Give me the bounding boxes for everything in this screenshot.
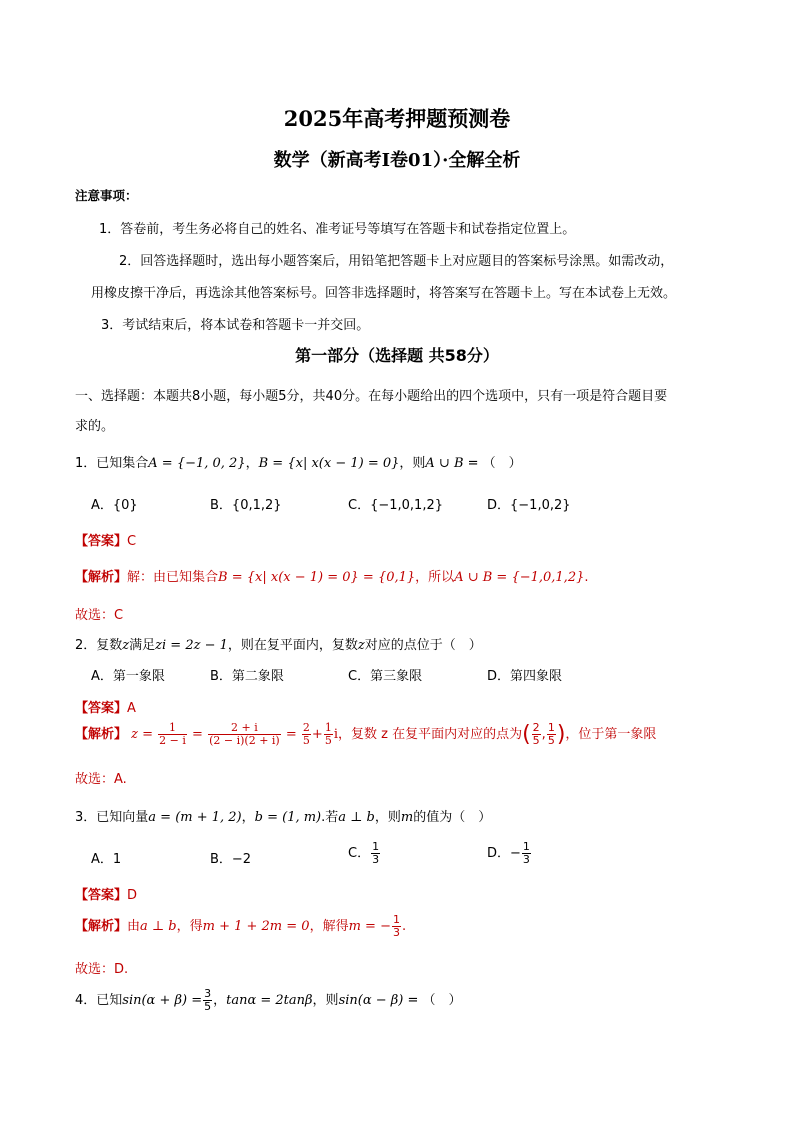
q2-plus: + — [311, 727, 323, 742]
q3-analysis-end: . — [401, 919, 407, 934]
notice-heading: 注意事项： — [75, 188, 138, 203]
q3-analysis-perp: a ⊥ b — [140, 919, 177, 934]
q2-z: z — [122, 638, 130, 653]
part-heading: 第一部分（选择题 共58分） — [295, 346, 499, 365]
q2-mid: 满足 — [129, 638, 156, 653]
q3-res-den: 3 — [392, 926, 400, 939]
q2-f1-den: 2 − i — [159, 734, 186, 747]
document-title: 2025年高考押题预测卷 — [283, 106, 511, 131]
q2-f1-num: 1 — [158, 722, 187, 735]
q2-p-num1: 2 — [532, 721, 540, 734]
q4-sin-sum: sin(α + β) = — [122, 993, 203, 1008]
q4-f-num: 3 — [204, 987, 212, 1000]
q1-choose: 故选：C — [75, 608, 124, 623]
q4-tan-eq: tanα = 2tanβ — [226, 993, 313, 1008]
q2-point-y — [547, 722, 556, 747]
q3-opt-d-num: 1 — [522, 840, 530, 853]
q2-analysis-label: 【解析】 — [75, 727, 128, 742]
q1-analysis-end: . — [584, 570, 589, 585]
q1-analysis-prefix: 解：由已知集合 — [127, 570, 219, 585]
q2-mid2: ，则在复平面内，复数 — [227, 638, 358, 653]
q3-option-d-label: D．− — [487, 846, 521, 861]
q2-answer-label: 【答案】 — [75, 701, 128, 716]
q3-analysis-prefix: 由 — [127, 919, 141, 934]
q3-choose: 故选：D. — [75, 962, 129, 977]
q4-sep: ， — [213, 993, 227, 1008]
q3-analysis-mid: ，得 — [176, 919, 203, 934]
q1-set-a: A = {−1, 0, 2} — [148, 456, 246, 471]
q1-suffix: ，则 — [399, 456, 426, 471]
q3-prefix: 3．已知向量 — [75, 810, 149, 825]
q3-opt-c-num: 1 — [372, 840, 380, 853]
section-intro-line-1: 一、选择题：本题共8小题，每小题5分，共40分。在每小题给出的四个选项中，只有一项是符合题目要 — [75, 389, 668, 404]
q3-mid: .若 — [321, 810, 339, 825]
q1-option-b: B．{0,1,2} — [210, 498, 282, 513]
q2-fraction-3 — [302, 722, 311, 747]
q2-z-eq: z = — [131, 727, 154, 742]
question-1-stem — [75, 452, 522, 471]
q2-p-den2: 5 — [547, 734, 555, 747]
section-intro-line-2: 求的。 — [75, 419, 115, 434]
q1-separator: ， — [245, 456, 259, 471]
q2-point-x — [532, 722, 541, 747]
q2-suffix: 对应的点位于（ ） — [364, 638, 482, 653]
q2-f3-num: 2 — [302, 721, 310, 734]
q2-option-d: D．第四象限 — [487, 669, 563, 684]
q2-fraction-2 — [208, 722, 281, 747]
q1-analysis-set-b: B = {x| x(x − 1) = 0} = {0,1} — [218, 570, 416, 585]
q4-prefix: 4．已知 — [75, 993, 123, 1008]
q3-option-b: B．−2 — [210, 852, 252, 867]
q1-answer-label: 【答案】 — [75, 534, 128, 549]
q3-analysis — [75, 914, 406, 939]
q3-option-c-label: C． — [348, 846, 371, 861]
q1-answer-value: C — [127, 534, 137, 549]
q2-fraction-1 — [158, 722, 187, 747]
q2-analysis-text: ，复数 z 在复平面内对应的点为 — [337, 727, 523, 742]
q3-res-num: 1 — [392, 913, 400, 926]
q3-option-c — [348, 841, 381, 866]
q3-suffix-pre: ，则 — [374, 810, 401, 825]
q2-option-a: A．第一象限 — [91, 669, 165, 684]
q3-option-c-fraction — [371, 841, 380, 866]
q3-vec-b: b = (1, m) — [254, 810, 322, 825]
notice-item-2-line-2: 用橡皮擦干净后，再选涂其他答案标号。回答非选择题时，将答案写在答题卡上。写在本试卷上无效。 — [91, 286, 677, 301]
q1-answer — [75, 530, 136, 549]
q3-option-a: A．1 — [91, 852, 122, 867]
q2-choose: 故选：A. — [75, 772, 127, 787]
q3-analysis-eq: m + 1 + 2m = 0 — [202, 919, 310, 934]
q3-option-d — [487, 841, 532, 866]
q1-analysis-union: A ∪ B = {−1,0,1,2} — [454, 570, 585, 585]
q4-blank: = （ ） — [403, 993, 462, 1008]
q3-analysis-label: 【解析】 — [75, 919, 128, 934]
q2-fraction-4 — [324, 722, 333, 747]
q2-prefix: 2．复数 — [75, 638, 123, 653]
question-4-stem — [75, 988, 462, 1013]
question-3-stem — [75, 806, 491, 825]
q1-prefix: 1．已知集合 — [75, 456, 149, 471]
q2-f3-den: 5 — [302, 734, 310, 747]
q1-option-a: A．{0} — [91, 498, 138, 513]
q1-analysis — [75, 566, 589, 585]
q3-answer-label: 【答案】 — [75, 888, 128, 903]
q1-option-d: D．{−1,0,2} — [487, 498, 571, 513]
q2-option-b: B．第二象限 — [210, 669, 284, 684]
q2-analysis-tail: ，位于第一象限 — [565, 727, 657, 742]
q1-analysis-label: 【解析】 — [75, 570, 128, 585]
q2-answer-value: A — [127, 701, 136, 716]
q3-m: m — [400, 810, 414, 825]
q3-vec-a: a = (m + 1, 2) — [148, 810, 242, 825]
question-2-stem — [75, 634, 482, 653]
q4-fraction — [203, 988, 212, 1013]
q2-i: i — [333, 727, 338, 742]
q3-opt-d-den: 3 — [522, 853, 530, 866]
q2-f4-num: 1 — [324, 721, 332, 734]
q4-f-den: 5 — [204, 1000, 212, 1013]
q3-answer-value: D — [127, 888, 138, 903]
q4-mid: ，则 — [312, 993, 339, 1008]
q2-left-paren: ( — [522, 722, 531, 747]
q2-answer — [75, 697, 136, 716]
q3-sep: ， — [241, 810, 255, 825]
q2-f2-den: (2 − i)(2 + i) — [209, 734, 280, 747]
q3-option-d-fraction — [522, 841, 531, 866]
q4-sin-diff: sin(α − β) — [338, 993, 404, 1008]
q3-perp: a ⊥ b — [338, 810, 375, 825]
q2-p-den1: 5 — [532, 734, 540, 747]
document-subtitle: 数学（新高考Ⅰ卷01）·全解全析 — [273, 150, 521, 171]
q2-equation: zi = 2z − 1 — [155, 638, 228, 653]
q2-f4-den: 5 — [324, 734, 332, 747]
q2-f2-num: 2 + i — [208, 722, 281, 735]
q2-analysis: 【解析】 z = $\frac{1}{2 - i}$ = $\frac{2 + i}{(2 - i)(2 + i)}$ = $\frac{2}{5}$ + $\frac{1}{5}$ i，复数 z 在复平面内对应的点为( $\frac{2}{5}$ , $\frac{1}{5}$ )，位于第一象限 — [75, 721, 657, 747]
q2-right-paren: ) — [556, 722, 566, 747]
q2-z-2: z — [357, 638, 365, 653]
notice-item-1: 1．答卷前，考生务必将自己的姓名、准考证号等填写在答题卡和试卷指定位置上。 — [99, 222, 576, 237]
q3-answer — [75, 884, 137, 903]
q1-set-b: B = {x| x(x − 1) = 0} — [258, 456, 400, 471]
q3-analysis-mid2: ，解得 — [309, 919, 349, 934]
q2-p-num2: 1 — [547, 721, 555, 734]
q3-opt-c-den: 3 — [372, 853, 380, 866]
q2-option-c: C．第三象限 — [348, 669, 423, 684]
q2-eq2: = — [192, 727, 203, 742]
q1-union: A ∪ B — [425, 456, 464, 471]
q3-analysis-result: m = − — [348, 919, 391, 934]
q3-suffix: 的值为（ ） — [413, 810, 492, 825]
q2-eq3: = — [285, 727, 297, 742]
q1-analysis-mid: ，所以 — [415, 570, 455, 585]
q1-option-c: C．{−1,0,1,2} — [348, 498, 443, 513]
notice-item-2-line-1: 2．回答选择题时，选出每小题答案后，用铅笔把答题卡上对应题目的答案标号涂黑。如需改动， — [119, 254, 674, 269]
q1-blank: = （ ） — [463, 456, 522, 471]
notice-item-3: 3．考试结束后，将本试卷和答题卡一并交回。 — [101, 318, 370, 333]
q3-analysis-fraction — [392, 914, 401, 939]
